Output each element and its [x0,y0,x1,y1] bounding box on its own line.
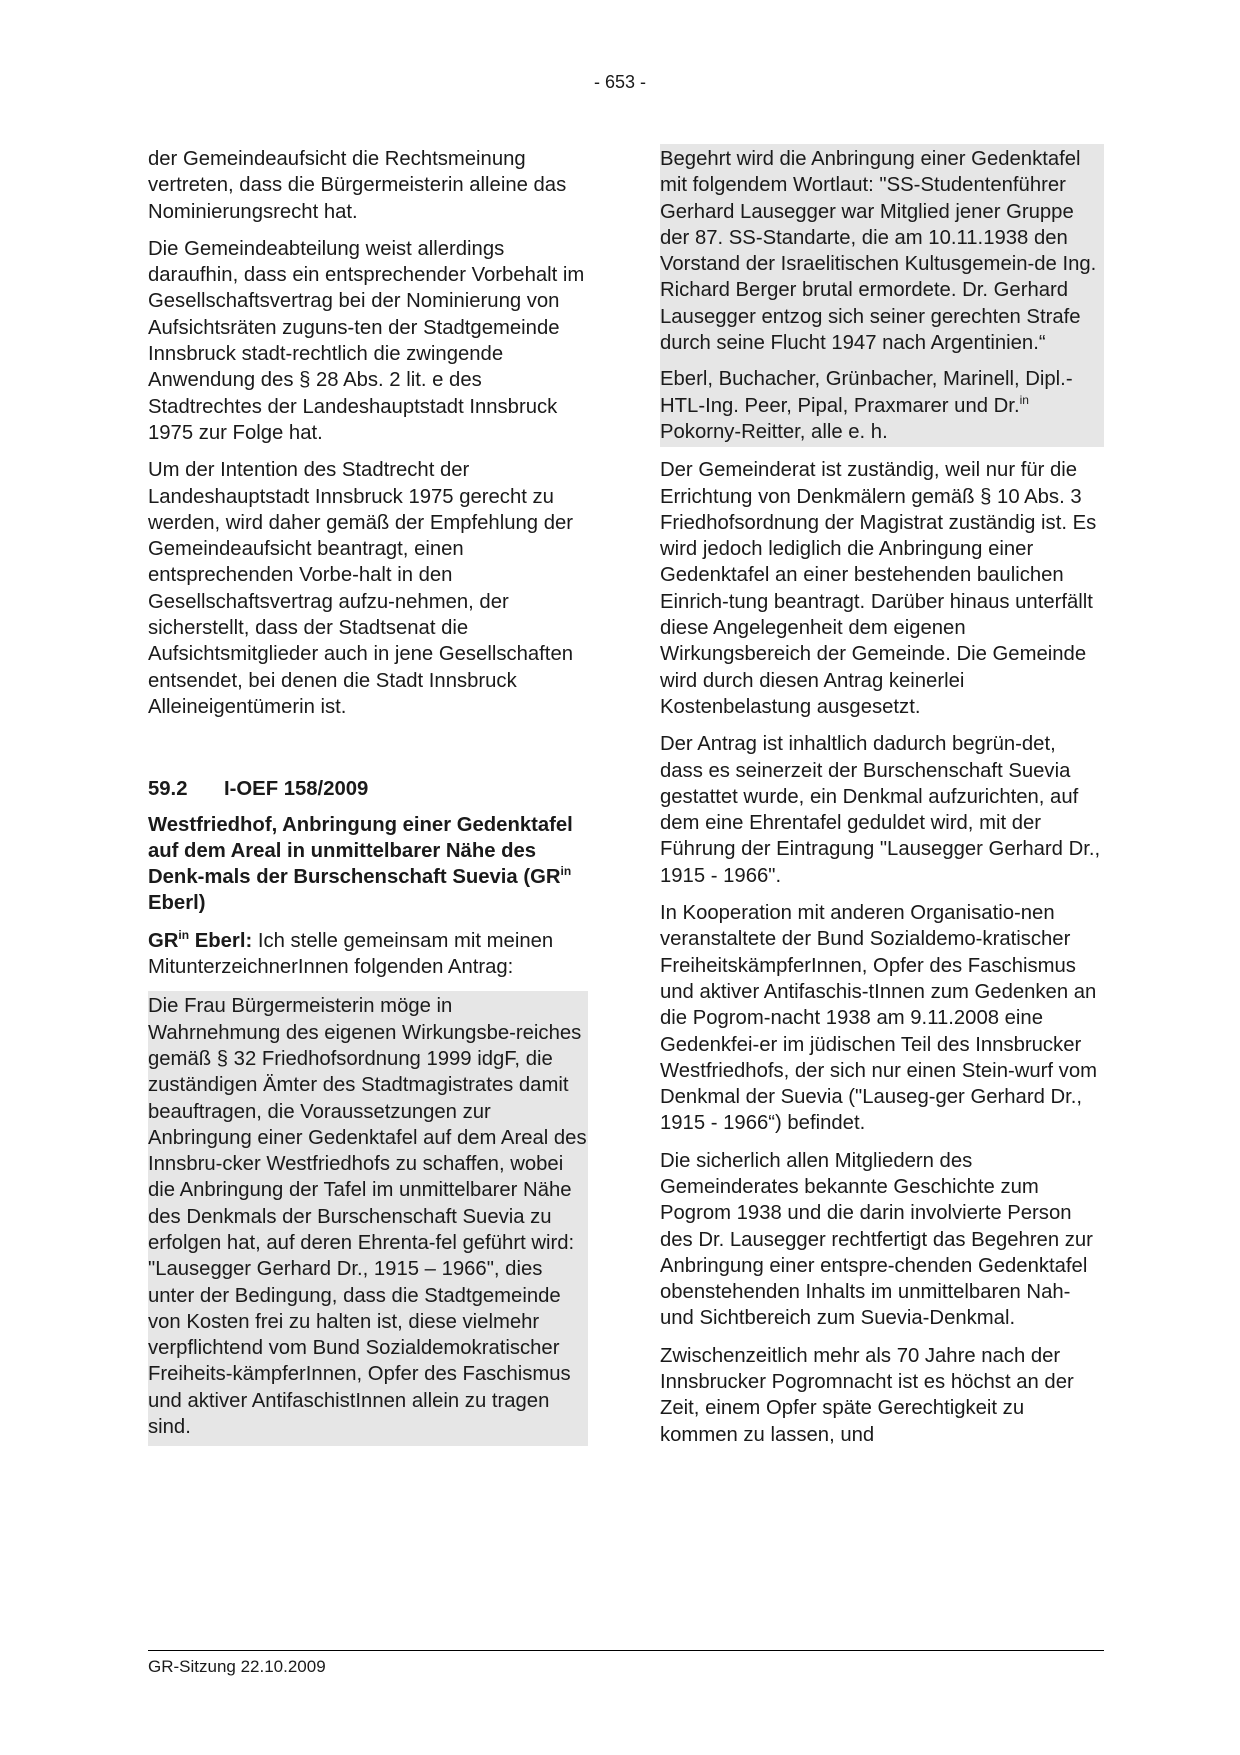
speaker-text: Ich stelle gemeinsam mit meinen MitunterzeichnerInnen folgenden Antrag: [148,929,554,979]
footer-session-date: GR-Sitzung 22.10.2009 [148,1657,326,1676]
right-column [660,146,1104,1459]
motion-box [148,991,588,1446]
signers-a: Eberl, Buchacher, Grünbacher, Marinell, Dipl.-HTL-Ing. Peer, Pipal, Praxmarer und Dr. [660,368,1073,417]
section-title-sup: in [560,864,572,879]
page-number: - 653 - [593,72,647,92]
right-paragraph-3: In Kooperation mit anderen Organisatio-nen veranstaltete der Bund Sozialdemo-kratischer FreiheitskämpferInnen, Opfer des Faschismus und aktiver Antifaschis-tInnen zum Gedenken an die Pogrom-nacht 1938 am 9.11.2008 eine Gedenkfei-er im jüdischen Teil des Innsbrucker Westfriedhofs, der sich nur einen Stein-wurf vom Denkmal der Suevia ("Lauseg-ger Gerhard Dr., 1915 - 1966“) befindet. [660,902,1097,1135]
quoted-plaque-box [660,144,1104,447]
speaker-name: Eberl: [189,929,253,952]
right-paragraph-2: Der Antrag ist inhaltlich dadurch begrün-det, dass es seinerzeit der Burschenschaft Suevia gestattet wurde, ein Denkmal aufzurichten, auf dem eine Ehrentafel geduldet wird, mit der Führung der Eintragung "Lausegger Gerhard Dr., 1915 - 1966". [660,733,1101,887]
right-paragraph-4: Die sicherlich allen Mitgliedern des Gemeinderates bekannte Geschichte zum Pogrom 1938 und die darin involvierte Person des Dr. Lausegger rechtfertigt das Begehren zur Anbringung einer entspre-chenden Gedenktafel obenstehenden Inhalts im unmittelbaren Nah- und Sichtbereich zum Suevia-Denkmal. [660,1149,1093,1330]
section-number: 59.2 [148,778,188,801]
right-paragraph-1: Der Gemeinderat ist zuständig, weil nur für die Errichtung von Denkmälern gemäß § 10 Abs. 3 Friedhofsordnung der Magistrat zuständig ist. Es wird jedoch lediglich die Anbringung einer Gedenktafel an einer bestehenden baulichen Einrich-tung beantragt. Darüber hinaus unterfällt diese Angelegenheit dem eigenen Wirkungsbereich der Gemeinde. Die Gemeinde wird durch diesen Antrag keinerlei Kostenbelastung ausgesetzt. [660,459,1097,718]
signers-b: Pokorny-Reitter, alle e. h. [660,420,888,443]
section-title [148,812,588,917]
signers [660,366,1104,445]
left-column [148,146,588,1446]
plaque-text: Begehrt wird die Anbringung einer Gedenktafel mit folgendem Wortlaut: "SS-Studentenführer Gerhard Lausegger war Mitglied jener Gruppe der 87. SS-Standarte, die am 10.11.1938 den Vorstand der Israelitischen Kultusgemein-de Ing. Richard Berger brutal ermordete. Dr. Gerhard Lausegger entzog sich seiner gerechten Strafe durch seine Flucht 1947 nach Argentinien.“ [660,148,1097,355]
footer-divider [148,1650,1104,1651]
right-paragraph-5: Zwischenzeitlich mehr als 70 Jahre nach der Innsbrucker Pogromnacht ist es höchst an der Zeit, einem Opfer späte Gerechtigkeit zu kommen zu lassen, und [660,1344,1074,1446]
left-paragraph-2: Die Gemeindeabteilung weist allerdings daraufhin, dass ein entsprechender Vorbehalt im Gesellschaftsvertrag bei der Nominierung von Aufsichtsräten zuguns-ten der Stadtgemeinde Innsbruck stadt-rechtlich die zwingende Anwendung des § 28 Abs. 2 lit. e des Stadtrechtes der Landeshauptstadt Innsbruck 1975 zur Folge hat. [148,237,585,444]
section-title-end: Eberl) [148,892,206,915]
speaker-sup: in [178,927,190,942]
left-paragraph-3: Um der Intention des Stadtrecht der Landeshauptstadt Innsbruck 1975 gerecht zu werden, wird daher gemäß der Empfehlung der Gemeindeaufsicht beantragt, einen entsprechenden Vorbe-halt in den Gesellschaftsvertrag aufzu-nehmen, der sicherstellt, dass der Stadtsenat die Aufsichtsmitglieder auch in jene Gesellschaften entsendet, bei denen die Stadt Innsbruck Alleineigentümerin ist. [148,459,574,718]
section-heading [148,776,588,802]
section-title-main: Westfriedhof, Anbringung einer Gedenktafel auf dem Areal in unmittelbarer Nähe des Denk-mals der Burschenschaft Suevia (GR [148,813,573,889]
left-paragraph-1: der Gemeindeaufsicht die Rechtsmeinung vertreten, dass die Bürgermeisterin alleine das Nominierungsrecht hat. [148,148,567,223]
motion-text: Die Frau Bürgermeisterin möge in Wahrnehmung des eigenen Wirkungsbe-reiches gemäß § 32 Friedhofsordnung 1999 idgF, die zuständigen Ämter des Stadtmagistrates damit beauftragen, die Voraussetzungen zur Anbringung einer Gedenktafel auf dem Areal des Innsbru-cker Westfriedhofs zu schaffen, wobei die Anbringung der Tafel im unmittelbarer Nähe des Denkmals der Burschenschaft Suevia zu erfolgen hat, auf deren Ehrenta-fel geführt wird: "Lausegger Gerhard Dr., 1915 – 1966", dies unter der Bedingung, dass die Stadtgemeinde von Kosten frei zu halten ist, diese vielmehr verpflichtend vom Bund Sozialdemokratischer Freiheits-kämpferInnen, Opfer des Faschismus und aktiver AntifaschistInnen allein zu tragen sind. [148,995,587,1439]
speaker-paragraph [148,928,588,981]
speaker-prefix: GR [148,929,179,952]
section-code: I-OEF 158/2009 [224,778,369,801]
signers-sup: in [1019,392,1029,407]
